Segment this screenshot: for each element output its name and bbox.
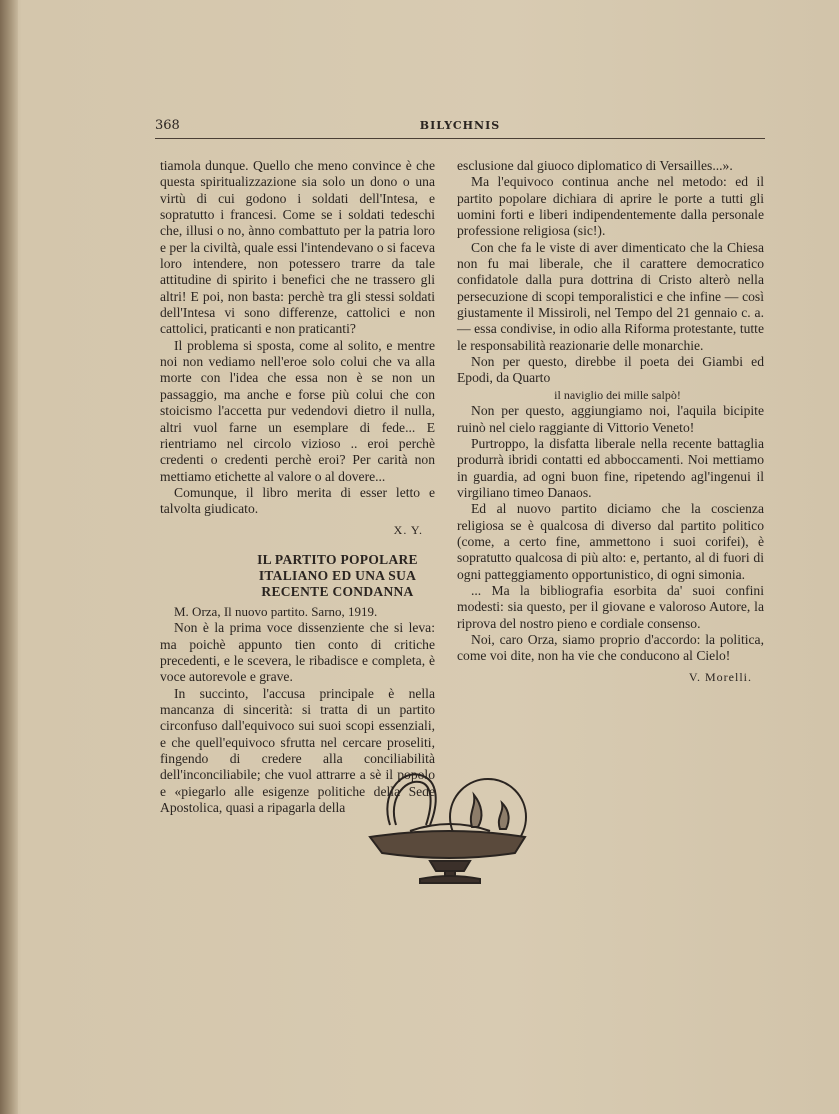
paragraph: Ed al nuovo partito diciamo che la coscienza religiosa se è qualcosa di diverso dal partito politico (come, a certo fine, ammettono i suoi corifei), è sopratutto qualcosa di più alto: e, pertanto, al di fuori di ogni patteggiamento opportunistico, di ogni simonia. [457, 501, 764, 582]
header-rule [155, 138, 765, 139]
paragraph: esclusione dal giuoco diplomatico di Versailles...». [457, 158, 733, 173]
paragraph: Comunque, il libro merita di esser letto e talvolta giudicato. [160, 484, 435, 517]
paragraph: Con che fa le viste di aver dimenticato che la Chiesa non fu mai liberale, che il carattere democratico confidatole dalla pura dottrina di Cristo alterò nella persecuzione di scopi temporalistici e che infine — così giustamente il Missiroli, nel Tempo del 21 gennaio c. a. — essa condivise, in odio alla Riforma protestante, tutte le responsabilità reazionarie delle monarchie. [457, 239, 764, 353]
section-title: IL PARTITO POPOLARE ITALIANO ED UNA SUA RECENTE CONDANNA [257, 551, 418, 599]
left-column [160, 158, 435, 816]
paragraph: ... Ma la bibliografia esorbita da' suoi confini modesti: sia questo, per il giovane e valoroso Autore, la riprova del nostro pieno e cordiale consenso. [457, 582, 764, 631]
paragraph: Ma l'equivoco continua anche nel metodo: ed il partito popolare dichiara di aprire le porte a tutti gli uomini forti e liberi indipendentemente dalla personale professione religiosa (sic!). [457, 174, 764, 239]
oil-lamp-ornament-icon [360, 765, 540, 885]
paragraph: Non per questo, aggiungiamo noi, l'aquila bicipite ruinò nel cielo raggiante di Vittorio Veneto! [457, 403, 764, 435]
citation: M. Orza, Il nuovo partito. Sarno, 1919. [174, 603, 378, 619]
page-number: 368 [155, 118, 180, 133]
right-column [457, 158, 764, 693]
paragraph: tiamola dunque. Quello che meno convince è che questa spiritualizzazione sia solo un dono o una virtù di cui godono i soldati dell'Intesa, e sopratutto i francesi. Come se i soldati tedeschi che, illusi o no, ànno combattuto per la patria loro e per la civiltà, quale essi l'intendevano o si faceva loro intendere, non potessero trarre da tale attitudine di spirito i benefici che ne trassero gli altri! E poi, non basta: perchè tra gli stessi soldati dell'Intesa vi sono differenze, cattolici e non cattolici, praticanti e non praticanti? [160, 158, 435, 337]
paragraph: In succinto, l'accusa principale è nella mancanza di sincerità: si tratta di un partito circonfuso dall'equivoco sui suoi scopi essenziali, e che quell'equivoco sfrutta nel cercare proseliti, fingendo di credere alla conciliabilità dell'inconciliabile; che vuol attrarre a sè il popolo e «piegarlo alle esigenze politiche della Sede Apostolica, quasi a ripagarla della [160, 685, 435, 816]
paragraph: Non per questo, direbbe il poeta dei Giambi ed Epodi, da Quarto [457, 354, 764, 386]
paragraph: Purtroppo, la disfatta liberale nella recente battaglia produrrà ibridi contatti ed abboccamenti. Noi mettiamo in guardia, ad ogni buon fine, ripetendo agl'ingenui il virgiliano timeo Danaos. [457, 435, 764, 500]
paragraph: Non è la prima voce dissenziente che si leva: ma poichè appunto tien conto di critiche precedenti, e le scevera, le ribadisce e completa, è voce autorevole e grave. [160, 620, 435, 685]
paragraph: Noi, caro Orza, siamo proprio d'accordo: la politica, come voi dite, non ha vie che conducono al Cielo! [457, 631, 764, 664]
paragraph: Il problema si sposta, come al solito, e mentre noi non vediamo nell'eroe solo colui che va alla morte con l'idea che essa non è se non un passaggio, ma anche e forse più colui che con stoicismo l'accetta pur vedendovi dietro il nulla, altri vuol farne un esemplare di fede... E rientriamo nel circolo vizioso .. eroi perchè credenti o credenti perchè eroi? Per carità non mettiamo etichette al valore o al dovere... [160, 337, 435, 484]
signature: V. Morelli. [688, 669, 752, 684]
verse-quote: il naviglio dei mille salpò! [554, 387, 681, 402]
running-title: BILYCHNIS [419, 119, 501, 132]
signature: X. Y. [393, 522, 423, 537]
book-spine-edge [0, 0, 18, 1114]
page-header [155, 118, 765, 140]
